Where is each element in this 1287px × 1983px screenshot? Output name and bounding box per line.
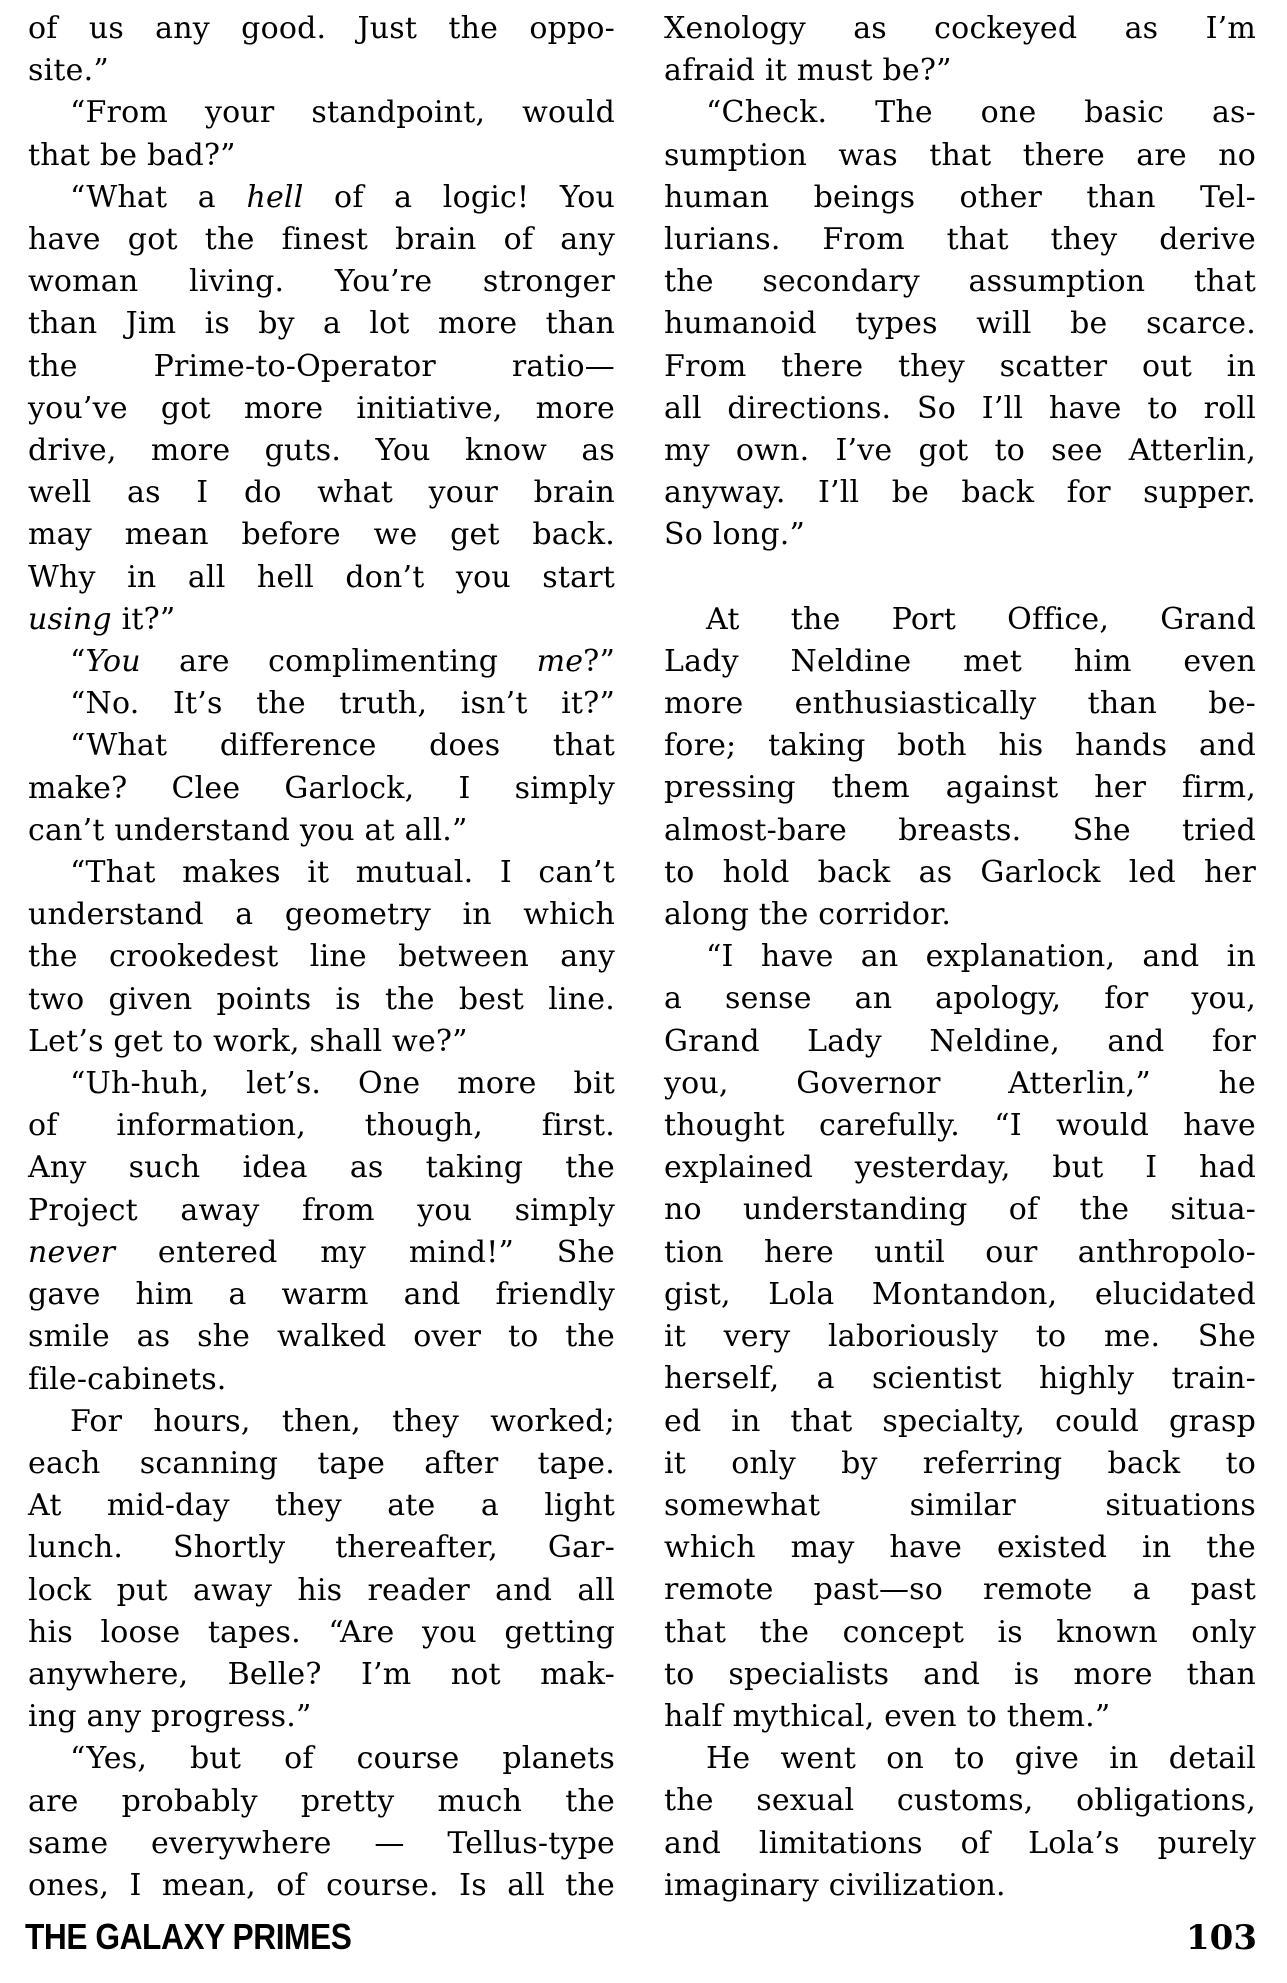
text-line: sumption was that there are no [664,137,1256,173]
text-line: well as I do what your brain [28,475,615,511]
text-line: Any such idea as taking the [28,1150,615,1186]
text-line: “From your standpoint, would [70,95,615,131]
book-title: THE GALAXY PRIMES [25,1916,352,1957]
text-line: my own. I’ve got to see Atterlin, [664,433,1256,469]
paragraph [28,725,615,852]
paragraph [664,1738,1256,1907]
paragraph [664,599,1256,937]
text-line: site.” [28,53,109,89]
page-number: 103 [1186,1918,1257,1958]
text-line: humanoid types will be scarce. [664,306,1256,342]
text-line: anywhere, Belle? I’m not mak- [28,1656,615,1692]
text-line: a sense an apology, for you, [664,981,1256,1017]
text-line: fore; taking both his hands and [664,728,1256,764]
text-line: “What a hell of a logic! You [70,179,616,215]
text-line: are probably pretty much the [28,1783,615,1819]
text-line: never entered my mind!” She [28,1234,615,1270]
text-line: all directions. So I’ll have to roll [664,390,1256,426]
text-line: the Prime-to-Operator ratio— [28,348,615,384]
text-line: Xenology as cockeyed as I’m [664,11,1256,46]
text-line: lunch. Shortly thereafter, Gar- [28,1530,615,1566]
text-line: So long.” [664,517,806,553]
text-line: human beings other than Tel- [664,179,1256,215]
text-line: Lady Neldine met him even [664,643,1256,679]
text-line: “That makes it mutual. I can’t [70,855,615,891]
text-line: tion here until our anthropolo- [664,1234,1256,1270]
text-line: “You are complimenting me?” [70,644,615,680]
text-line: you, Governor Atterlin,” he [664,1065,1256,1101]
left-column [28,8,615,1907]
paragraph [28,1401,615,1739]
text-line: the crookedest line between any [28,939,615,975]
paragraph [28,683,615,725]
text-line: which may have existed in the [664,1530,1256,1566]
text-line: two given points is the best line. [28,981,615,1017]
text-line: gist, Lola Montandon, elucidated [664,1276,1256,1312]
text-line: gave him a warm and friendly [28,1277,615,1313]
text-line: to specialists and is more than [664,1656,1256,1692]
text-line: He went on to give in detail [706,1741,1256,1777]
text-line: Grand Lady Neldine, and for [664,1023,1256,1059]
text-line: Let’s get to work, shall we?” [28,1023,468,1059]
text-line: imaginary civilization. [664,1867,1006,1903]
text-line: you’ve got more initiative, more [28,390,615,426]
text-line: half mythical, even to them.” [664,1698,1111,1734]
text-line: of us any good. Just the oppo- [28,11,615,46]
text-line: Project away from you simply [28,1192,615,1228]
text-line: “Check. The one basic as- [706,95,1256,131]
paragraph [664,936,1256,1738]
text-line: and limitations of Lola’s purely [664,1825,1256,1861]
text-line: that the concept is known only [664,1614,1256,1650]
text-line: explained yesterday, but I had [664,1150,1256,1186]
paragraph [28,8,615,92]
paragraph [28,177,615,641]
paragraph [28,1063,615,1401]
text-line: than Jim is by a lot more than [28,306,615,342]
text-line: “I have an explanation, and in [706,939,1256,975]
text-line: “What difference does that [70,728,615,764]
text-line: file-cabinets. [28,1361,227,1397]
text-line: it only by referring back to [664,1445,1256,1481]
text-line: woman living. You’re stronger [28,264,615,300]
text-line: to hold back as Garlock led her [664,854,1256,890]
text-line: it very laboriously to me. She [664,1319,1256,1355]
paragraph [28,92,615,176]
text-line: ones, I mean, of course. Is all the [28,1867,615,1903]
text-line: pressing them against her firm, [664,770,1256,806]
paragraph [664,8,1256,92]
text-line: thought carefully. “I would have [664,1108,1256,1144]
text-line: remote past—so remote a past [664,1572,1256,1608]
text-line: smile as she walked over to the [28,1319,615,1355]
text-line: may mean before we get back. [28,517,615,553]
text-line: make? Clee Garlock, I simply [28,770,615,806]
text-line: lock put away his reader and all [28,1572,615,1608]
text-line: have got the finest brain of any [28,222,615,258]
text-line: “Yes, but of course planets [70,1741,615,1777]
text-line: the sexual customs, obligations, [664,1783,1256,1819]
paragraph [664,92,1256,556]
text-line: anyway. I’ll be back for supper. [664,475,1256,511]
text-line: ing any progress.” [28,1699,312,1735]
text-line: more enthusiastically than be- [664,686,1256,722]
text-line: From there they scatter out in [664,348,1256,384]
text-line: no understanding of the situa- [664,1192,1256,1228]
text-line: “No. It’s the truth, isn’t it?” [70,686,615,722]
text-line: herself, a scientist highly train- [664,1361,1256,1397]
paragraph [28,1738,615,1907]
text-line: afraid it must be?” [664,53,952,89]
text-line: same everywhere — Tellus-type [28,1825,615,1861]
text-line: along the corridor. [664,897,952,933]
page-footer [25,1916,1257,1958]
text-line: For hours, then, they worked; [70,1403,615,1439]
text-line: almost-bare breasts. She tried [664,812,1256,848]
text-line: of information, though, first. [28,1108,615,1144]
text-line: each scanning tape after tape. [28,1445,615,1481]
text-line: drive, more guts. You know as [28,433,615,469]
paragraph [28,641,615,683]
text-line: lurians. From that they derive [664,222,1256,258]
text-line: using it?” [28,601,176,637]
text-line: “Uh-huh, let’s. One more bit [70,1066,615,1102]
text-line: At the Port Office, Grand [706,601,1256,637]
paragraph [28,852,615,1063]
text-line: ed in that specialty, could grasp [664,1403,1256,1439]
text-line: somewhat similar situations [664,1487,1256,1523]
right-column [664,8,1256,1907]
text-line: his loose tapes. “Are you getting [28,1614,615,1650]
text-line: can’t understand you at all.” [28,812,468,848]
text-line: that be bad?” [28,137,236,173]
text-line: understand a geometry in which [28,897,615,933]
text-line: the secondary assumption that [664,264,1256,300]
text-line: Why in all hell don’t you start [28,559,615,595]
text-line: At mid-day they ate a light [28,1488,615,1524]
